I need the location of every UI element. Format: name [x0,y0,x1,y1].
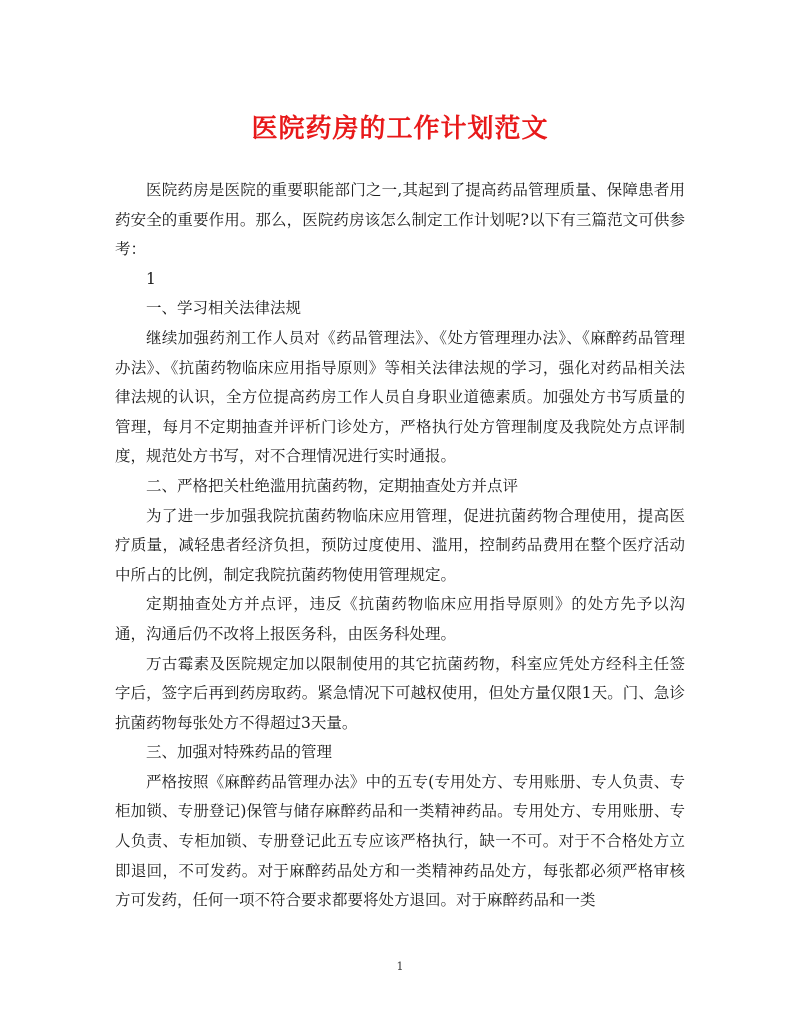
paragraph: 严格按照《麻醉药品管理办法》中的五专(专用处方、专用账册、专人负责、专柜加锁、专册登记)保管与储存麻醉药品和一类精神药品。专用处方、专用账册、专人负责、专柜加锁、专册登记此五专应该严格执行，缺一不可。对于不合格处方立即退回，不可发药。对于麻醉药品处方和一类精神药品处方，每张都必须严格审核方可发药，任何一项不符合要求都要将处方退回。对于麻醉药品和一类 [115,772,685,910]
paragraph: 为了进一步加强我院抗菌药物临床应用管理，促进抗菌药物合理使用，提高医疗质量，减轻患者经济负担，预防过度使用、滥用，控制药品费用在整个医疗活动中所占的比例，制定我院抗菌药物使用管理规定。 [115,506,685,584]
intro-paragraph: 医院药房是医院的重要职能部门之一,其起到了提高药品管理质量、保障患者用药安全的重要作用。那么，医院药房该怎么制定工作计划呢?以下有三篇范文可供参考： [115,181,685,259]
section-heading-1: 一、学习相关法律法规 [146,299,302,318]
paragraph: 万古霉素及医院规定加以限制使用的其它抗菌药物，科室应凭处方经科主任签字后，签字后再到药房取药。紧急情况下可越权使用，但处方量仅限1天。门、急诊抗菌药物每张处方不得超过3天量。 [115,654,685,732]
paragraph: 继续加强药剂工作人员对《药品管理法》、《处方管理理办法》、《麻醉药品管理办法》、《抗菌药物临床应用指导原则》等相关法律法规的学习，强化对药品相关法律法规的认识，全方位提高药房工作人员自身职业道德素质。加强处方书写质量的管理，每月不定期抽查并评析门诊处方，严格执行处方管理制度及我院处方点评制度，规范处方书写，对不合理情况进行实时通报。 [115,328,685,466]
section-heading-2: 二、严格把关杜绝滥用抗菌药物，定期抽查处方并点评 [146,476,519,495]
document-body [115,176,685,916]
document-title: 医院药房的工作计划范文 [251,114,549,144]
page-number: 1 [396,960,404,973]
section-number: 1 [146,269,156,288]
section-heading-3: 三、加强对特殊药品的管理 [146,743,333,762]
paragraph: 定期抽查处方并点评，违反《抗菌药物临床应用指导原则》的处方先予以沟通，沟通后仍不改将上报医务科，由医务科处理。 [115,595,685,643]
